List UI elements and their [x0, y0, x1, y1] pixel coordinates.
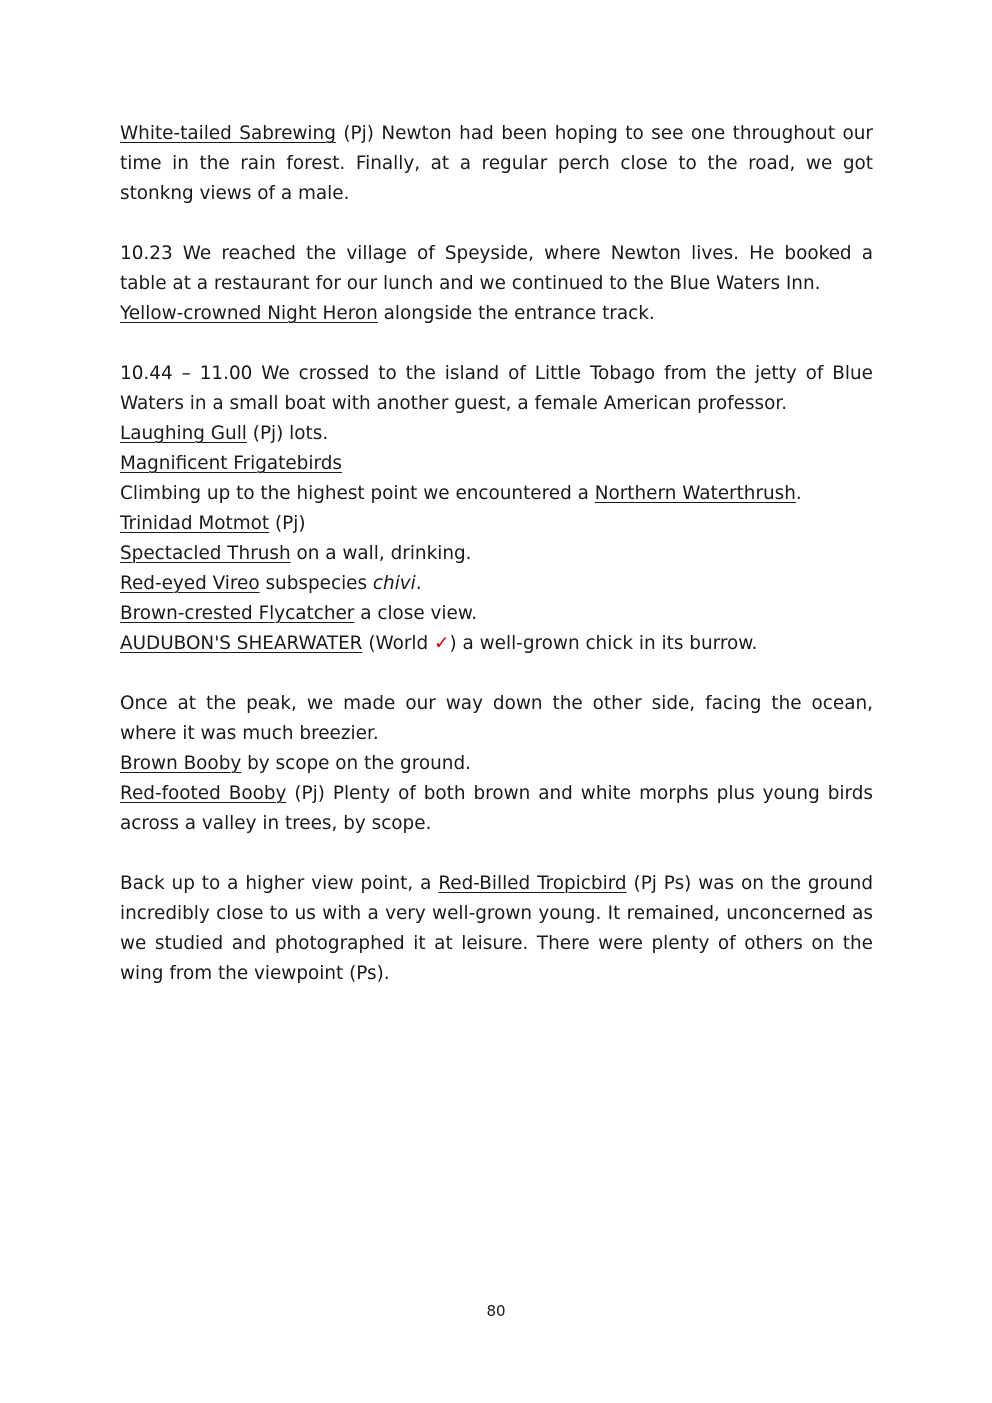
sighting-line	[120, 419, 873, 449]
checkmark-icon: ✓	[434, 633, 450, 654]
bird-name: Brown-crested Flycatcher	[120, 603, 355, 624]
subspecies-name: chivi	[372, 573, 416, 594]
paragraph-text: (Pj) Newton had been hoping to see one throughout our time in the rain forest. Finally, at a regular perch close to the road, we got stonkng views of a male.	[120, 123, 873, 204]
sighting-text: Climbing up to the highest point we encountered a	[120, 483, 595, 504]
bird-name: AUDUBON'S SHEARWATER	[120, 633, 363, 654]
sighting-line	[120, 509, 873, 539]
bird-name: Magnificent Frigatebirds	[120, 453, 342, 474]
paragraph-text: 10.23 We reached the village of Speyside, where Newton lives. He booked a table at a restaurant for our lunch and we continued to the Blue Waters Inn.	[120, 243, 873, 294]
sighting-line	[120, 299, 873, 329]
bird-name: Red-footed Booby	[120, 783, 287, 804]
paragraph-speyside	[120, 239, 873, 329]
bird-name: Spectacled Thrush	[120, 543, 291, 564]
paragraph-text: 10.44 – 11.00 We crossed to the island of Little Tobago from the jetty of Blue Waters in a small boat with another guest, a female American professor.	[120, 363, 873, 414]
sighting-line	[120, 749, 873, 779]
bird-name: Northern Waterthrush	[594, 483, 796, 504]
sighting-line	[120, 569, 873, 599]
sighting-text: by scope on the ground.	[241, 753, 471, 774]
sighting-line	[120, 599, 873, 629]
sighting-text: subspecies	[259, 573, 373, 594]
paragraph-little-tobago	[120, 359, 873, 659]
sighting-text: .	[415, 573, 422, 594]
sighting-text: (World	[362, 633, 435, 654]
paragraph-tropicbird	[120, 869, 873, 989]
sighting-text: a close view.	[354, 603, 478, 624]
bird-name: Red-eyed Vireo	[120, 573, 260, 594]
bird-name: White-tailed Sabrewing	[120, 123, 336, 144]
sighting-line	[120, 629, 873, 659]
bird-name: Yellow-crowned Night Heron	[120, 303, 378, 324]
paragraph-sabrewing	[120, 119, 873, 209]
sighting-line	[120, 449, 873, 479]
paragraph-ocean-side	[120, 689, 873, 839]
page-number: 80	[486, 1302, 506, 1320]
sighting-text: (Pj)	[269, 513, 306, 534]
bird-name: Laughing Gull	[120, 423, 247, 444]
sighting-text: on a wall, drinking.	[290, 543, 472, 564]
paragraph-text: Back up to a higher view point, a	[120, 873, 439, 894]
sighting-text: (Pj) lots.	[246, 423, 329, 444]
sighting-line	[120, 779, 873, 839]
sighting-text: alongside the entrance track.	[377, 303, 655, 324]
sighting-text: ) a well-grown chick in its burrow.	[449, 633, 758, 654]
sighting-line	[120, 539, 873, 569]
bird-name: Brown Booby	[120, 753, 242, 774]
sighting-text: (Pj) Plenty of both brown and white morphs plus young birds across a valley in trees, by scope.	[120, 783, 873, 834]
bird-name: Red-Billed Tropicbird	[438, 873, 627, 894]
sighting-text: .	[795, 483, 802, 504]
paragraph-text: Once at the peak, we made our way down the other side, facing the ocean, where it was much breezier.	[120, 693, 873, 744]
sighting-line	[120, 479, 873, 509]
bird-name: Trinidad Motmot	[120, 513, 270, 534]
document-body	[120, 119, 873, 1019]
paragraph-text: (Pj Ps) was on the ground incredibly close to us with a very well-grown young. It remained, unconcerned as we studied and photographed it at leisure. There were plenty of others on the wing from the viewpoint (Ps).	[120, 873, 873, 984]
